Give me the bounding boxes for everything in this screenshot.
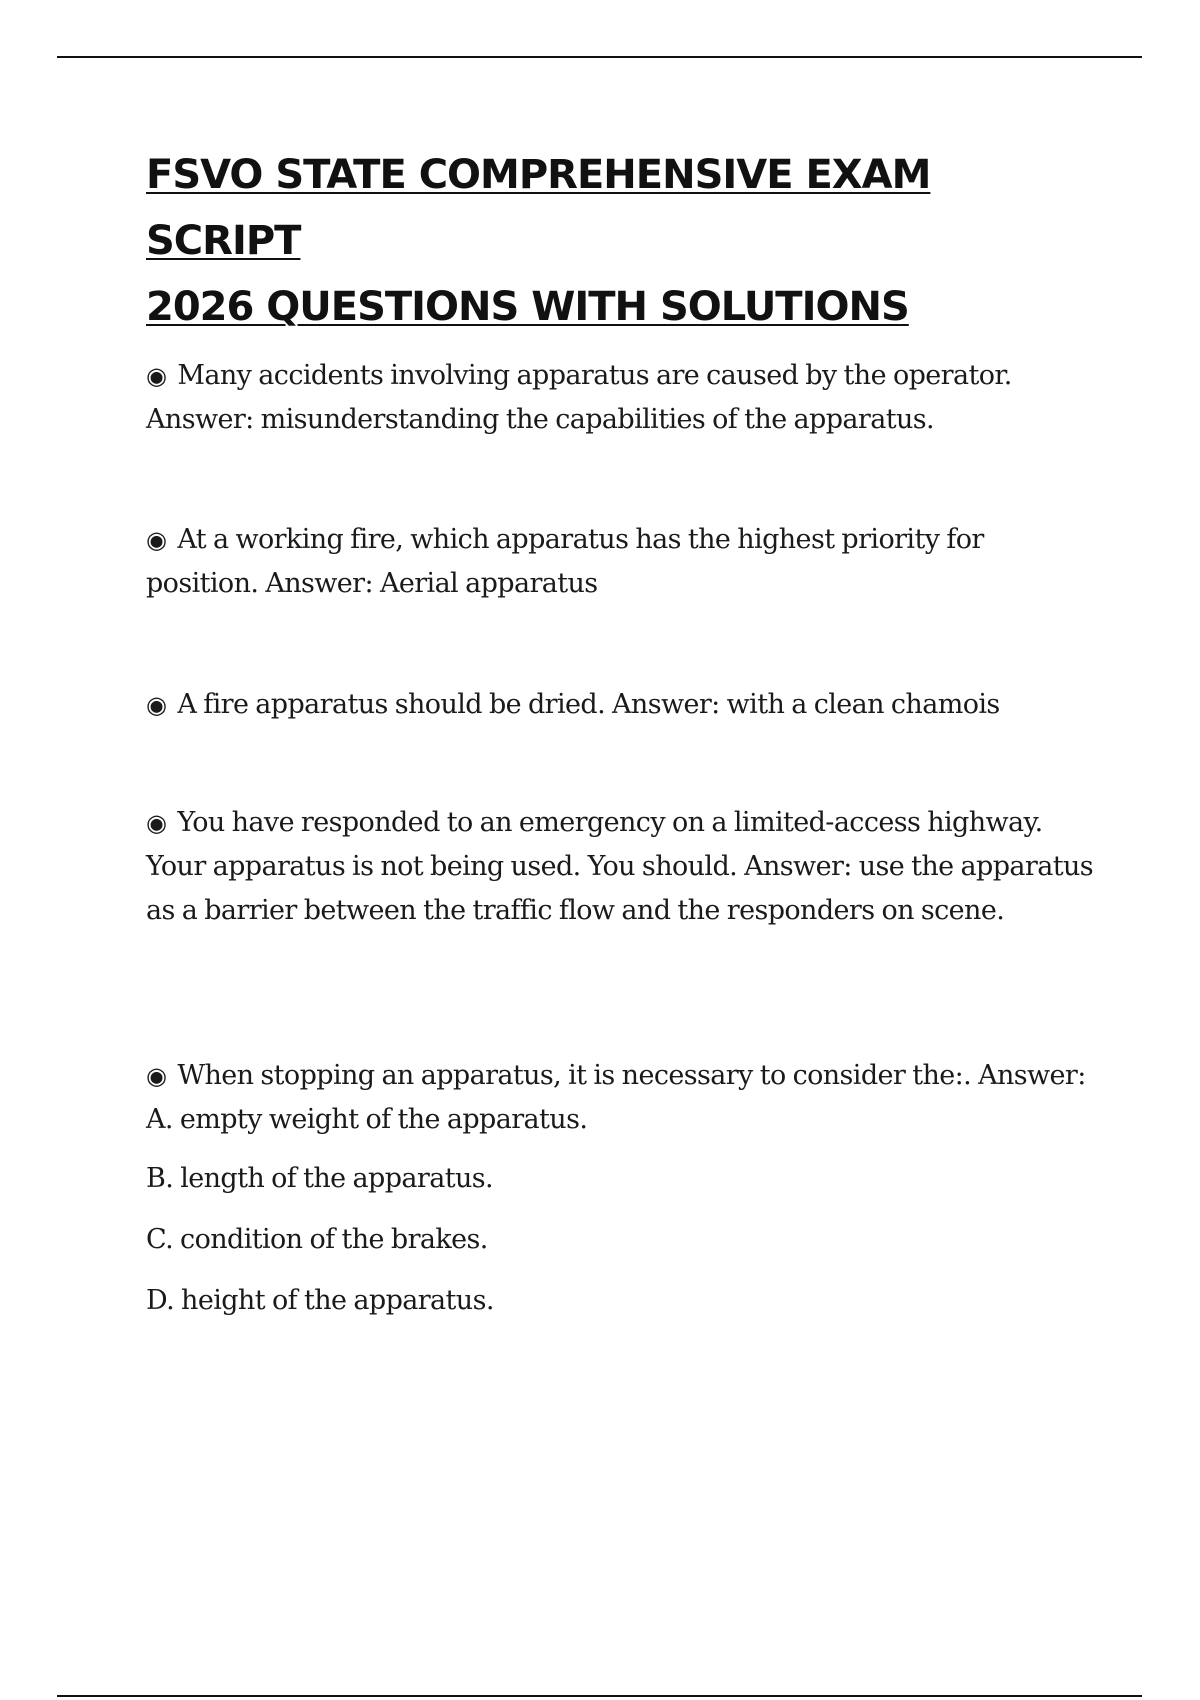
title-line-2: 2026 QUESTIONS WITH SOLUTIONS bbox=[146, 284, 909, 330]
radio-bullet-icon: ◉ bbox=[146, 526, 167, 554]
question-item bbox=[146, 354, 1096, 442]
radio-bullet-icon: ◉ bbox=[146, 691, 167, 719]
radio-bullet-icon: ◉ bbox=[146, 1062, 167, 1090]
question-item bbox=[146, 801, 1096, 933]
radio-bullet-icon: ◉ bbox=[146, 362, 167, 390]
question-item bbox=[146, 518, 1096, 606]
bottom-divider bbox=[57, 1695, 1142, 1697]
answer-option-c: C. condition of the brakes. bbox=[146, 1224, 488, 1255]
document-title bbox=[146, 142, 1086, 340]
question-text: A fire apparatus should be dried. Answer: with a clean chamois bbox=[177, 689, 1000, 720]
answer-option-d: D. height of the apparatus. bbox=[146, 1285, 494, 1316]
question-text: You have responded to an emergency on a limited-access highway. Your apparatus is not being used. You should. Answer: use the apparatus as a barrier between the traffic flow and the responders on scene. bbox=[146, 807, 1093, 926]
answer-option-b: B. length of the apparatus. bbox=[146, 1163, 493, 1194]
question-item bbox=[146, 1054, 1096, 1142]
top-divider bbox=[57, 56, 1142, 58]
question-text: Many accidents involving apparatus are caused by the operator. Answer: misunderstanding the capabilities of the apparatus. bbox=[146, 360, 1012, 435]
question-item bbox=[146, 683, 1096, 727]
question-text: At a working fire, which apparatus has the highest priority for position. Answer: Aerial apparatus bbox=[146, 524, 984, 599]
title-line-1: FSVO STATE COMPREHENSIVE EXAM SCRIPT bbox=[146, 152, 931, 264]
radio-bullet-icon: ◉ bbox=[146, 809, 167, 837]
question-text: When stopping an apparatus, it is necessary to consider the:. Answer: A. empty weight of the apparatus. bbox=[146, 1060, 1086, 1135]
